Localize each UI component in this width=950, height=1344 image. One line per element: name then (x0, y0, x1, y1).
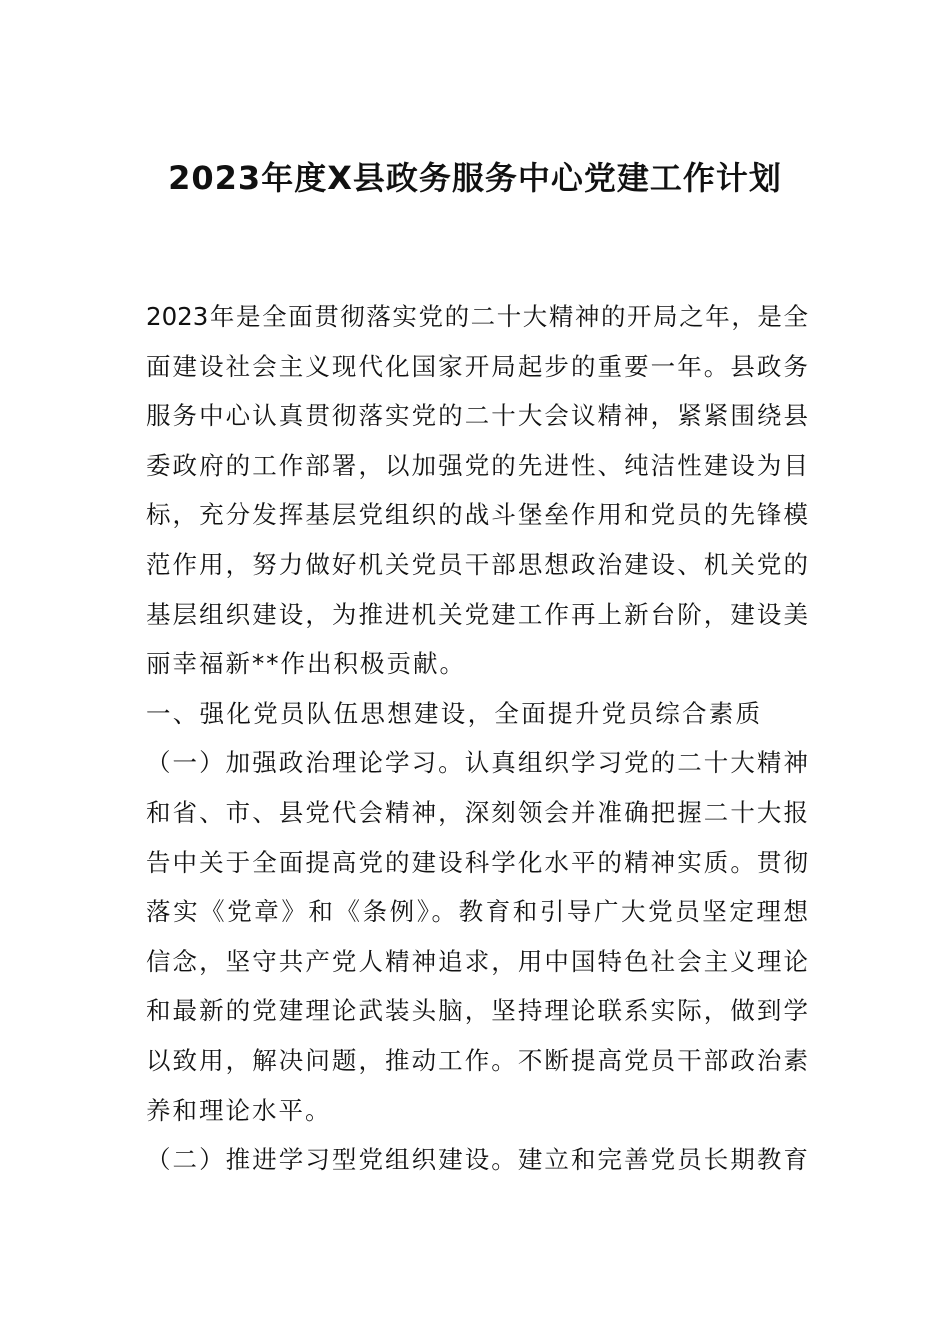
document-body (146, 292, 808, 1185)
paragraph-line: 养和理论水平。 (146, 1095, 332, 1125)
paragraph-line: 基层组织建设，为推进机关党建工作再上新台阶，建设美 (146, 599, 808, 629)
paragraph-line: 信念，坚守共产党人精神追求，用中国特色社会主义理论 (146, 946, 808, 976)
paragraph-line: 服务中心认真贯彻落实党的二十大会议精神，紧紧围绕县 (146, 401, 808, 431)
paragraph-line: 范作用，努力做好机关党员干部思想政治建设、机关党的 (146, 549, 808, 579)
paragraph-line: 以致用，解决问题，推动工作。不断提高党员干部政治素 (146, 1045, 808, 1075)
paragraph-line: （二）推进学习型党组织建设。建立和完善党员长期教育 (146, 1145, 808, 1175)
document-title: 2023年度X县政务服务中心党建工作计划 (168, 159, 782, 197)
paragraph-line: 丽幸福新**作出积极贡献。 (146, 649, 466, 679)
paragraph-line: 告中关于全面提高党的建设科学化水平的精神实质。贯彻 (146, 847, 808, 877)
paragraph-line: 标，充分发挥基层党组织的战斗堡垒作用和党员的先锋模 (146, 500, 808, 530)
paragraph-line: 委政府的工作部署，以加强党的先进性、纯洁性建设为目 (146, 450, 808, 480)
paragraph-line: 和最新的党建理论武装头脑，坚持理论联系实际，做到学 (146, 996, 808, 1026)
paragraph-line: （一）加强政治理论学习。认真组织学习党的二十大精神 (146, 748, 808, 778)
section-heading: 一、强化党员队伍思想建设，全面提升党员综合素质 (146, 698, 763, 728)
paragraph-line: 和省、市、县党代会精神，深刻领会并准确把握二十大报 (146, 797, 808, 827)
paragraph-line: 落实《党章》和《条例》。教育和引导广大党员坚定理想 (146, 897, 808, 927)
paragraph-line: 面建设社会主义现代化国家开局起步的重要一年。县政务 (146, 351, 808, 381)
paragraph-line: 2023年是全面贯彻落实党的二十大精神的开局之年，是全 (146, 302, 808, 331)
